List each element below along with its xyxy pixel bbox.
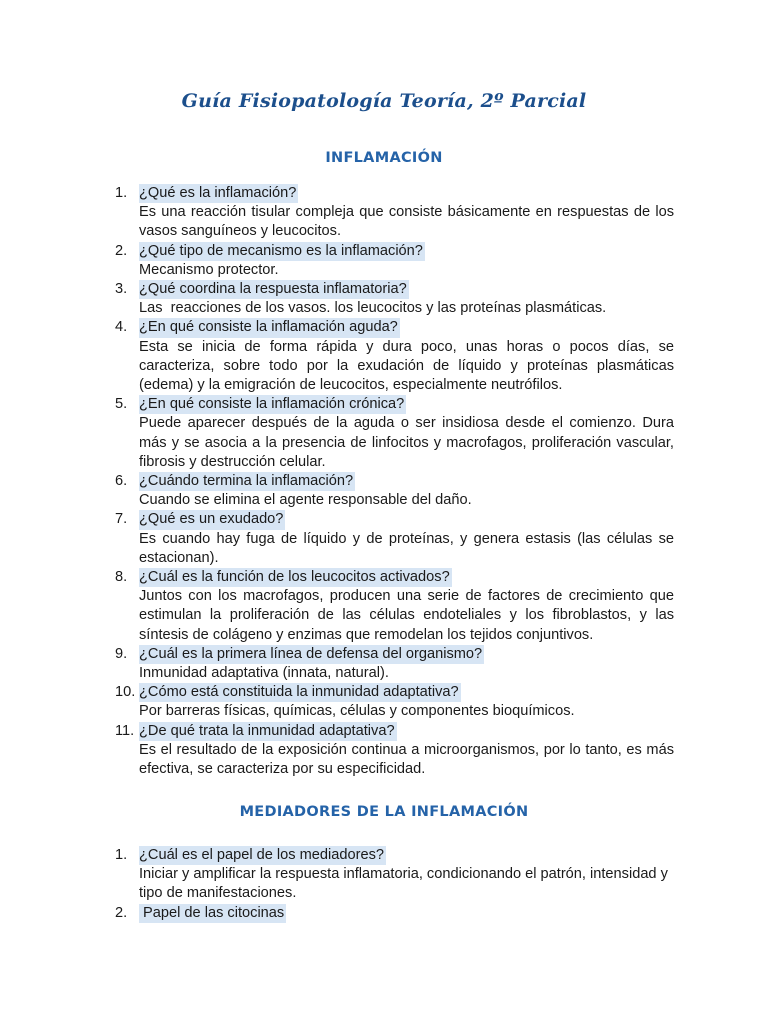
answer-text: Por barreras físicas, químicas, células y componentes bioquímicos. xyxy=(139,703,575,720)
answer-text: Inmunidad adaptativa (innata, natural). xyxy=(139,664,389,681)
list-item xyxy=(0,645,768,683)
question-number: 8. xyxy=(115,568,128,585)
answer-text: Puede aparecer después de la aguda o ser insidiosa desde el comienzo. Dura más y se asocia a la presencia de linfocitos y macrofagos, proliferación vascular, fibrosis y destrucción celular. xyxy=(139,415,674,470)
question-text: ¿Qué es un exudado? xyxy=(139,510,285,529)
answer-text: Mecanismo protector. xyxy=(139,261,279,278)
list-item xyxy=(0,722,768,780)
list-item xyxy=(0,683,768,721)
question-number: 7. xyxy=(115,511,128,528)
question-number: 1. xyxy=(115,847,128,863)
question-text: ¿Cuál es la primera línea de defensa del organismo? xyxy=(139,645,484,664)
answer-text: Esta se inicia de forma rápida y dura poco, unas horas o pocos días, se caracteriza, sobre todo por la exudación de líquido y proteínas plasmáticas (edema) y la emigración de leucocitos, especialmente neutrófilos. xyxy=(139,338,674,393)
list-item xyxy=(0,846,768,904)
answer-text: Juntos con los macrofagos, producen una serie de factores de crecimiento que estimulan la proliferación de las células endoteliales y los fibroblastos, y las síntesis de colágeno y enzimas que remodelan los tejidos conjuntivos. xyxy=(139,588,674,643)
section-heading-inflamacion: INFLAMACIÓN xyxy=(325,150,443,166)
answer-text: Cuando se elimina el agente responsable del daño. xyxy=(139,492,472,509)
list-item xyxy=(0,242,768,280)
list-item xyxy=(0,510,768,568)
answer-text: Es una reacción tisular compleja que consiste básicamente en respuestas de los vasos sanguíneos y leucocitos. xyxy=(139,204,674,240)
question-text: ¿Qué tipo de mecanismo es la inflamación? xyxy=(139,242,425,261)
question-number: 4. xyxy=(115,319,128,336)
question-text: ¿Cómo está constituida la inmunidad adaptativa? xyxy=(139,683,461,702)
list-item xyxy=(0,318,768,395)
answer-text: Es el resultado de la exposición continua a microorganismos, por lo tanto, es más efectiva, se caracteriza por su especificidad. xyxy=(139,741,674,777)
list-item xyxy=(0,184,768,242)
answer-text: Es cuando hay fuga de líquido y de proteínas, y genera estasis (las células se estacionan). xyxy=(139,530,674,566)
list-item xyxy=(0,472,768,510)
section-heading-mediadores: MEDIADORES DE LA INFLAMACIÓN xyxy=(239,804,529,820)
question-number: 5. xyxy=(115,396,128,413)
question-text: ¿Cuál es la función de los leucocitos activados? xyxy=(139,568,452,587)
question-number: 11. xyxy=(115,722,135,739)
question-text: ¿Qué es la inflamación? xyxy=(139,184,298,203)
list-item xyxy=(0,395,768,472)
question-text: ¿Qué coordina la respuesta inflamatoria? xyxy=(139,280,409,299)
question-number: 6. xyxy=(115,472,128,489)
list-item xyxy=(0,904,768,923)
question-number: 1. xyxy=(115,185,128,201)
list-item xyxy=(0,280,768,318)
question-text: ¿Cuál es el papel de los mediadores? xyxy=(139,846,386,865)
question-list-mediadores xyxy=(0,846,768,923)
question-text: Papel de las citocinas xyxy=(139,904,286,923)
question-text: ¿Cuándo termina la inflamación? xyxy=(139,472,355,491)
page-title: Guía Fisiopatología Teoría, 2º Parcial xyxy=(181,90,587,112)
answer-text: Las reacciones de los vasos. los leucocitos y las proteínas plasmáticas. xyxy=(139,300,607,317)
question-text: ¿En qué consiste la inflamación aguda? xyxy=(139,318,400,337)
question-list-inflamacion xyxy=(0,184,768,779)
question-number: 2. xyxy=(115,904,128,921)
question-number: 10. xyxy=(115,684,136,701)
question-number: 9. xyxy=(115,645,128,662)
answer-text: Iniciar y amplificar la respuesta inflamatoria, condicionando el patrón, intensidad y tipo de manifestaciones. xyxy=(139,866,668,902)
question-number: 2. xyxy=(115,242,128,259)
question-text: ¿En qué consiste la inflamación crónica? xyxy=(139,395,406,414)
question-text: ¿De qué trata la inmunidad adaptativa? xyxy=(139,722,397,741)
question-number: 3. xyxy=(115,280,128,297)
list-item xyxy=(0,568,768,645)
